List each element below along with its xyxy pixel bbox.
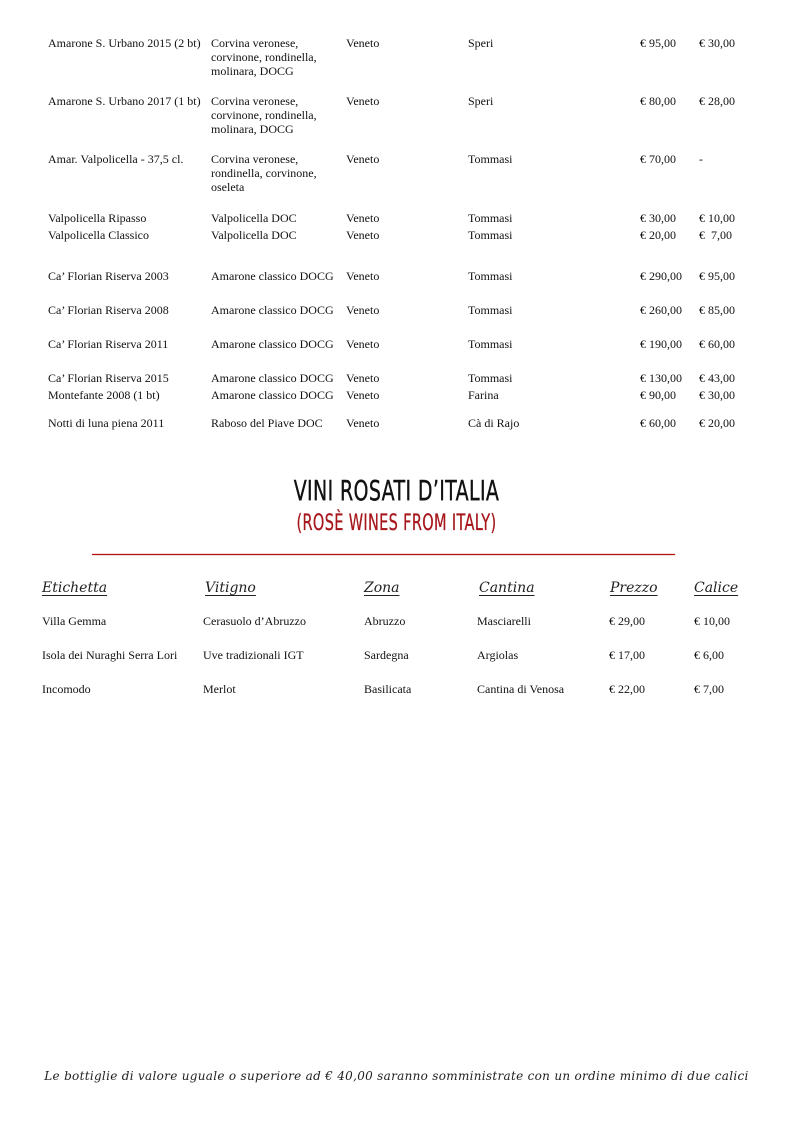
wine-grape: Amarone classico DOCG	[211, 371, 334, 385]
wine-bottle-price: € 190,00	[640, 337, 682, 351]
wine-glass-price: € 30,00	[699, 36, 735, 50]
wine-region: Veneto	[346, 211, 380, 225]
header-cantina: Cantina	[479, 580, 535, 596]
wine-label: Incomodo	[42, 682, 91, 696]
wine-region: Veneto	[346, 371, 380, 385]
wine-grape: Corvina veronese, rondinella, corvinone, oseleta	[211, 152, 317, 194]
header-vitigno: Vitigno	[205, 580, 256, 596]
wine-label: Ca’ Florian Riserva 2015	[48, 371, 169, 385]
wine-bottle-price: € 22,00	[609, 682, 645, 696]
wine-glass-price: € 28,00	[699, 94, 735, 108]
wine-glass-price: € 95,00	[699, 269, 735, 283]
wine-grape: Cerasuolo d’Abruzzo	[203, 614, 306, 628]
wine-region: Veneto	[346, 152, 380, 166]
wine-bottle-price: € 260,00	[640, 303, 682, 317]
wine-bottle-price: € 20,00	[640, 228, 676, 242]
wine-winery: Masciarelli	[477, 614, 531, 628]
wine-glass-price: € 7,00	[699, 228, 732, 242]
wine-region: Veneto	[346, 36, 380, 50]
wine-winery: Farina	[468, 388, 499, 402]
wine-winery: Speri	[468, 94, 494, 108]
wine-label: Isola dei Nuraghi Serra Lori	[42, 648, 178, 662]
header-prezzo: Prezzo	[610, 580, 658, 596]
section-title: VINI ROSATI D’ITALIA	[293, 474, 500, 507]
wine-region: Basilicata	[364, 682, 412, 696]
wine-region: Sardegna	[364, 648, 409, 662]
wine-grape: Valpolicella DOC	[211, 228, 297, 242]
wine-label: Valpolicella Ripasso	[48, 211, 147, 225]
wine-region: Veneto	[346, 388, 380, 402]
wine-label: Ca’ Florian Riserva 2003	[48, 269, 169, 283]
wine-label: Amarone S. Urbano 2015 (2 bt)	[48, 36, 201, 50]
wine-bottle-price: € 70,00	[640, 152, 676, 166]
wine-glass-price: € 20,00	[699, 416, 735, 430]
wine-grape: Merlot	[203, 682, 236, 696]
wine-grape: Corvina veronese, corvinone, rondinella, molinara, DOCG	[211, 94, 317, 136]
wine-bottle-price: € 17,00	[609, 648, 645, 662]
footer-note: Le bottiglie di valore uguale o superiore ad € 40,00 saranno somministrate con un ordine minimo di due calici	[44, 1069, 749, 1083]
wine-bottle-price: € 130,00	[640, 371, 682, 385]
wine-winery: Speri	[468, 36, 494, 50]
wine-winery: Tommasi	[468, 228, 513, 242]
wine-label: Notti di luna piena 2011	[48, 416, 165, 430]
wine-winery: Tommasi	[468, 303, 513, 317]
wine-region: Veneto	[346, 337, 380, 351]
wine-winery: Cà di Rajo	[468, 416, 520, 430]
wine-grape: Amarone classico DOCG	[211, 388, 334, 402]
wine-winery: Cantina di Venosa	[477, 682, 565, 696]
wine-glass-price: € 10,00	[694, 614, 730, 628]
wine-bottle-price: € 90,00	[640, 388, 676, 402]
wine-glass-price: € 10,00	[699, 211, 735, 225]
wine-label: Amar. Valpolicella - 37,5 cl.	[48, 152, 184, 166]
wine-glass-price: € 6,00	[694, 648, 724, 662]
wine-winery: Tommasi	[468, 152, 513, 166]
wine-glass-price: € 7,00	[694, 682, 724, 696]
header-zona: Zona	[364, 580, 400, 596]
section-divider	[92, 554, 675, 555]
wine-glass-price: € 60,00	[699, 337, 735, 351]
wine-winery: Tommasi	[468, 269, 513, 283]
wine-grape: Amarone classico DOCG	[211, 337, 334, 351]
wine-region: Veneto	[346, 269, 380, 283]
wine-label: Ca’ Florian Riserva 2011	[48, 337, 169, 351]
wine-label: Montefante 2008 (1 bt)	[48, 388, 160, 402]
wine-bottle-price: € 29,00	[609, 614, 645, 628]
wine-region: Veneto	[346, 94, 380, 108]
header-calice: Calice	[694, 580, 739, 596]
header-etichetta: Etichetta	[42, 580, 108, 596]
wine-winery: Tommasi	[468, 211, 513, 225]
wine-grape: Valpolicella DOC	[211, 211, 297, 225]
wine-glass-price: € 43,00	[699, 371, 735, 385]
wine-region: Veneto	[346, 228, 380, 242]
wine-label: Valpolicella Classico	[48, 228, 149, 242]
wine-winery: Argiolas	[477, 648, 519, 662]
wine-bottle-price: € 60,00	[640, 416, 676, 430]
wine-region: Veneto	[346, 303, 380, 317]
wine-grape: Amarone classico DOCG	[211, 303, 334, 317]
wine-label: Villa Gemma	[42, 614, 107, 628]
wine-region: Veneto	[346, 416, 380, 430]
wine-winery: Tommasi	[468, 337, 513, 351]
wine-bottle-price: € 30,00	[640, 211, 676, 225]
wine-glass-price: € 85,00	[699, 303, 735, 317]
wine-bottle-price: € 290,00	[640, 269, 682, 283]
section-subtitle: (ROSÈ WINES FROM ITALY)	[296, 511, 497, 536]
wine-winery: Tommasi	[468, 371, 513, 385]
wine-grape: Uve tradizionali IGT	[203, 648, 304, 662]
wine-grape: Raboso del Piave DOC	[211, 416, 323, 430]
wine-label: Ca’ Florian Riserva 2008	[48, 303, 169, 317]
wine-region: Abruzzo	[364, 614, 406, 628]
wine-bottle-price: € 80,00	[640, 94, 676, 108]
wine-glass-price: € 30,00	[699, 388, 735, 402]
wine-glass-price: -	[699, 152, 703, 166]
wine-bottle-price: € 95,00	[640, 36, 676, 50]
wine-grape: Corvina veronese, corvinone, rondinella, molinara, DOCG	[211, 36, 317, 78]
wine-label: Amarone S. Urbano 2017 (1 bt)	[48, 94, 201, 108]
wine-grape: Amarone classico DOCG	[211, 269, 334, 283]
